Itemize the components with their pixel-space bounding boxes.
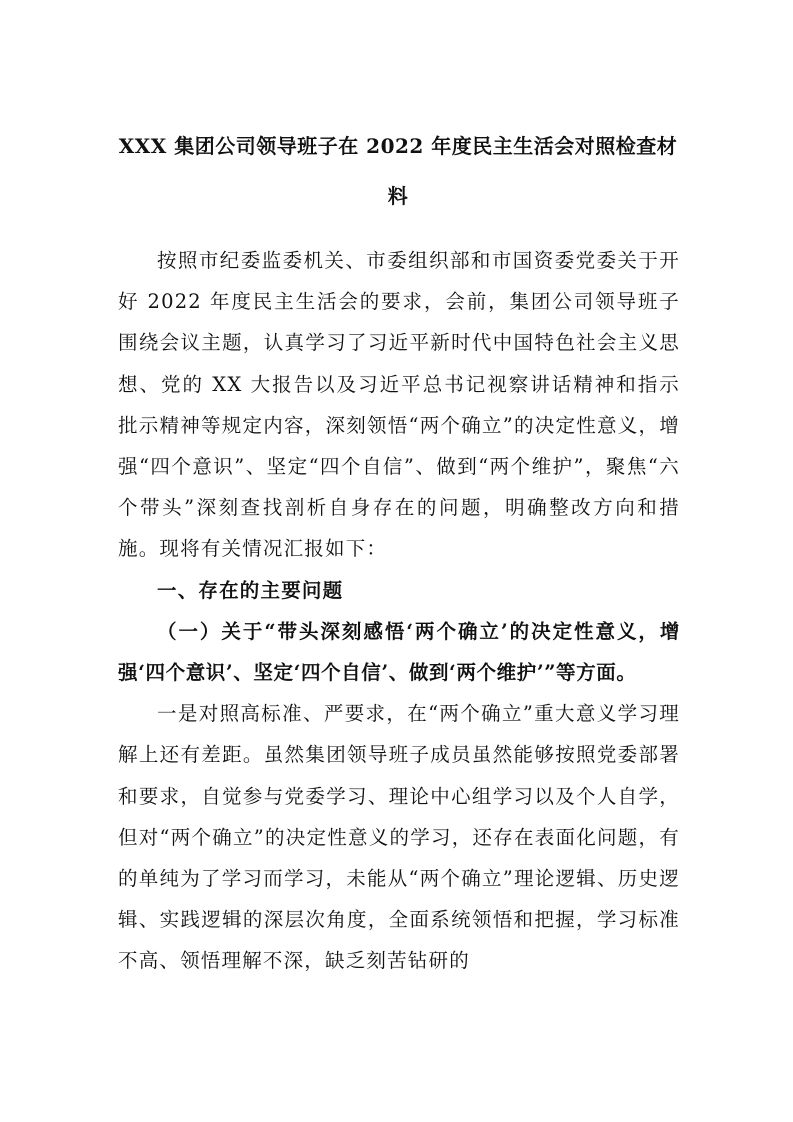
intro-paragraph: 按照市纪委监委机关、市委组织部和市国资委党委关于开好 2022 年度民主生活会的要求，会前，集团公司领导班子围绕会议主题，认真学习了习近平新时代中国特色社会主义思想、党的 XX 大报告以及习近平总书记视察讲话精神和指示批示精神等规定内容，深刻领悟“两个确立”的决定性意义，增强“四个意识”、坚定“四个自信”、做到“两个维护”，聚焦“六个带头”深刻查找剖析自身存在的问题，明确整改方向和措施。现将有关情况汇报如下： [118, 249, 680, 561]
document-body [118, 240, 680, 982]
subsection-heading: （一）关于“带头深刻感悟‘两个确立’的决定性意义，增强‘四个意识’、坚定‘四个自信’、做到‘两个维护’”等方面。 [118, 619, 680, 685]
section-heading: 一、存在的主要问题 [157, 578, 344, 602]
document-title: XXX 集团公司领导班子在 2022 年度民主生活会对照检查材料 [118, 134, 678, 208]
body-paragraph: 一是对照高标准、严要求，在“两个确立”重大意义学习理解上还有差距。虽然集团领导班子成员虽然能够按照党委部署和要求，自觉参与党委学习、理论中心组学习以及个人自学，但对“两个确立”的决定性意义的学习，还存在表面化问题，有的单纯为了学习而学习，未能从“两个确立”理论逻辑、历史逻辑、实践逻辑的深层次角度，全面系统领悟和把握，学习标准不高、领悟理解不深，缺乏刻苦钻研的 [118, 702, 680, 973]
